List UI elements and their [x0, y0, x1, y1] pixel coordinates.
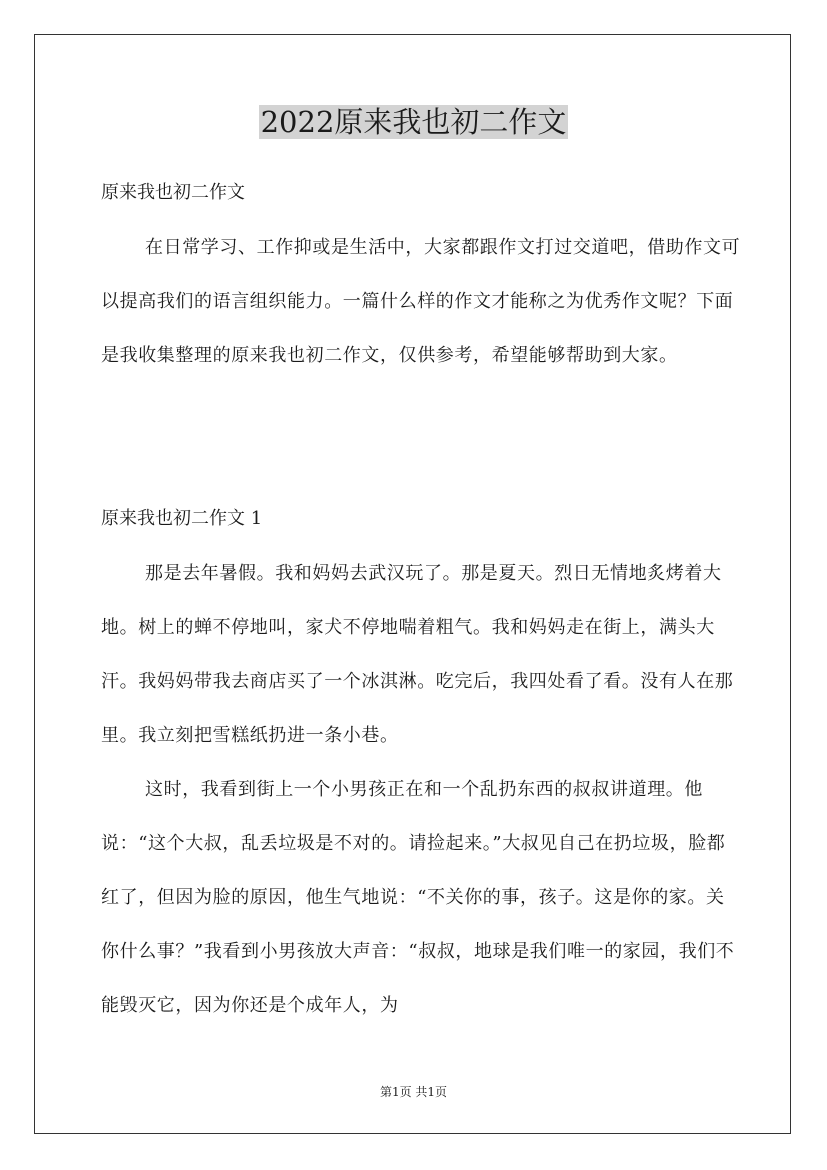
title-text: 2022原来我也初二作文 — [260, 105, 567, 139]
body-text: 这时，我看到街上一个小男孩正在和一个乱扔东西的叔叔讲道理。他说：“这个大叔，乱丢垃圾是不对的。请捡起来。”大叔见自己在扔垃圾，脸都红了，但因为脸的原因，他生气地说：“不关你的事，孩子。这是你的家。关你什么事？”我看到小男孩放大声音：“叔叔，地球是我们唯一的家园，我们不能毁灭它，因为你还是个成年人，为 — [101, 779, 735, 1016]
intro-paragraph — [101, 221, 741, 383]
page-footer: 第1页 共1页 — [379, 1085, 448, 1099]
section-heading: 原来我也初二作文 1 — [101, 508, 263, 529]
body-text: 那是去年暑假。我和妈妈去武汉玩了。那是夏天。烈日无情地炙烤着大地。树上的蝉不停地叫，家犬不停地喘着粗气。我和妈妈走在街上，满头大汗。我妈妈带我去商店买了一个冰淇淋。吃完后，我四处看了看。没有人在那里。我立刻把雪糕纸扔进一条小巷。 — [101, 563, 734, 746]
subtitle: 原来我也初二作文 — [101, 182, 245, 203]
body-paragraph — [101, 547, 741, 763]
body-paragraph — [101, 763, 741, 1033]
intro-text: 在日常学习、工作抑或是生活中，大家都跟作文打过交道吧，借助作文可以提高我们的语言组织能力。一篇什么样的作文才能称之为优秀作文呢？下面是我收集整理的原来我也初二作文，仅供参考，希望能够帮助到大家。 — [101, 237, 741, 366]
page-title — [0, 102, 827, 142]
